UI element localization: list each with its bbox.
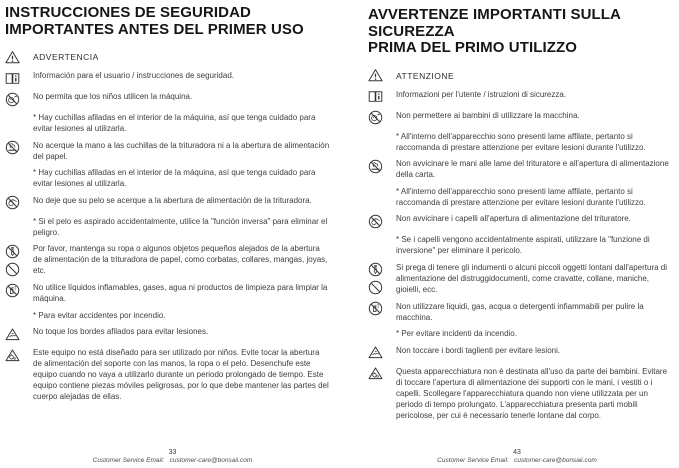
page-title-it-line2: PRIMA DEL PRIMO UTILIZZO	[368, 39, 578, 56]
safety-item	[368, 345, 673, 361]
safety-note	[5, 216, 330, 238]
no-children-icon	[368, 110, 383, 125]
item-icon-cell	[368, 213, 396, 229]
item-icon-cell	[368, 158, 396, 180]
safety-item-text: * Para evitar accidentes por incendio.	[33, 310, 166, 320]
safety-items-es	[5, 49, 330, 402]
customer-service-email: Customer Service Email: customer-care@bonsaii.com	[92, 457, 253, 464]
item-icon-cell	[5, 243, 33, 277]
safety-note	[368, 328, 673, 339]
safety-note	[368, 186, 673, 208]
safety-item-text: * Se i capelli vengono accidentalmente aspirati, utilizzare la "funzione di inversione" per eliminare il pericolo.	[396, 235, 650, 255]
icon-spacer	[5, 112, 33, 134]
safety-item-text: * Per evitare incidenti da incendio.	[396, 329, 517, 338]
item-icon-cell	[5, 70, 33, 86]
safety-item-text: No acerque la mano a las cuchillas de la trituradora ni a la abertura de alimentación del papel.	[33, 140, 330, 161]
footer-it	[355, 448, 679, 465]
safety-item	[5, 347, 330, 402]
safety-item-text: No permita que los niños utilicen la máquina.	[33, 92, 193, 101]
safety-item	[5, 195, 330, 211]
safety-item	[368, 158, 673, 180]
icon-spacer	[368, 186, 396, 208]
safety-item	[5, 140, 330, 162]
safety-item-text: * Hay cuchillas afiladas en el interior de la máquina, así que tenga cuidado para evitar lesiones al utilizarla.	[33, 168, 316, 188]
safety-note	[5, 112, 330, 134]
prohibition-icon	[5, 262, 20, 277]
safety-item	[368, 89, 673, 105]
safety-item	[5, 326, 330, 342]
icon-spacer	[5, 216, 33, 238]
item-icon-cell	[368, 366, 396, 421]
item-icon-cell	[368, 301, 396, 323]
page-title-es	[5, 5, 330, 38]
no-spray-icon	[5, 283, 20, 298]
safety-item	[5, 91, 330, 107]
footer-es	[0, 448, 345, 465]
safety-item-text: Informazioni per l'utente / istruzioni di sicurezza.	[396, 89, 567, 99]
safety-item	[368, 213, 673, 229]
icon-spacer	[5, 310, 33, 321]
safety-item	[5, 49, 330, 65]
safety-item-text: No utilice líquidos inflamables, gases, agua ni productos de limpieza para limpiar la máquina.	[33, 283, 328, 303]
safety-item-text: No deje que su pelo se acerque a la abertura de alimentación de la trituradora.	[33, 195, 312, 205]
safety-item	[5, 243, 330, 277]
page-number: 43	[513, 449, 521, 456]
safety-item-text: * All'interno dell'apparecchio sono presenti lame affilate, pertanto si raccomanda di prestare attenzione per evitare lesioni durante l'utilizzo.	[396, 186, 646, 207]
warning-triangle-icon	[5, 50, 20, 65]
icon-spacer	[368, 328, 396, 339]
safety-note	[368, 131, 673, 153]
item-icon-cell	[368, 89, 396, 105]
italian-column	[340, 0, 679, 426]
item-icon-cell	[5, 326, 33, 342]
icon-spacer	[5, 167, 33, 189]
item-icon-cell	[5, 282, 33, 304]
item-icon-cell	[5, 91, 33, 107]
safety-item-text: ADVERTENCIA	[33, 52, 99, 62]
page-title-es-line2: IMPORTANTES ANTES DEL PRIMER USO	[5, 20, 304, 38]
safety-item-text: Non toccare i bordi taglienti per evitare lesioni.	[396, 345, 561, 355]
no-tie-icon	[368, 262, 383, 277]
safety-item-text: No toque los bordes afilados para evitar lesiones.	[33, 327, 209, 336]
safety-item-text: Si prega di tenere gli indumenti o alcuni piccoli oggetti lontani dall'apertura di alimentazione del distruggidocumenti, come cravatte, collane, maniche, gioielli, ecc.	[396, 262, 668, 294]
item-icon-cell	[5, 195, 33, 211]
no-children-icon	[5, 92, 20, 107]
page-number: 33	[168, 449, 177, 456]
safety-note	[368, 234, 673, 256]
sharp-edge-triangle-icon	[5, 327, 20, 342]
safety-item-text: * All'interno dell'apparecchio sono presenti lame affilate, pertanto si raccomanda di prestare attenzione per evitare lesioni durante l'utilizzo.	[396, 131, 646, 152]
customer-service-email: Customer Service Email: customer-care@bonsaii.com	[437, 457, 597, 464]
sharp-edge-triangle-icon	[368, 345, 383, 360]
no-tie-icon	[5, 244, 20, 259]
safety-note	[5, 167, 330, 189]
info-book-icon	[5, 71, 20, 86]
page-title-es-line1: INSTRUCCIONES DE SEGURIDAD	[5, 4, 251, 21]
safety-item	[368, 110, 673, 126]
item-icon-cell	[5, 49, 33, 65]
safety-note	[5, 310, 330, 321]
icon-spacer	[368, 234, 396, 256]
safety-items-it	[368, 68, 673, 421]
item-icon-cell	[368, 110, 396, 126]
safety-item-text: Información para el usuario / instrucciones de seguridad.	[33, 71, 234, 80]
item-icon-cell	[368, 262, 396, 296]
no-hair-icon	[5, 195, 20, 210]
moving-parts-triangle-icon	[368, 366, 383, 381]
item-icon-cell	[368, 68, 396, 84]
safety-item-text: Non avvicinare i capelli all'apertura di alimentazione del trituratore.	[396, 214, 631, 223]
icon-spacer	[368, 131, 396, 153]
safety-item-text: Non avvicinare le mani alle lame del trituratore e all'apertura di alimentazione della carta.	[396, 159, 669, 179]
no-hair-icon	[368, 214, 383, 229]
warning-triangle-icon	[368, 68, 383, 83]
item-icon-cell	[5, 347, 33, 402]
page-title-it	[368, 7, 673, 57]
safety-item	[368, 262, 673, 296]
safety-item-text: Non permettere ai bambini di utilizzare la macchina.	[396, 110, 580, 120]
safety-item	[368, 301, 673, 323]
safety-item-text: Non utilizzare liquidi, gas, acqua o detergenti infiammabili per pulire la macchina.	[396, 301, 644, 322]
info-book-icon	[368, 89, 383, 104]
safety-item-text: Por favor, mantenga su ropa o algunos objetos pequeños alejados de la abertura de alimentación de la trituradora de papel, como corbatas, collares, mangas, joyas, etc.	[33, 244, 328, 275]
item-icon-cell	[5, 140, 33, 162]
page-title-it-line1: AVVERTENZE IMPORTANTI SULLA SICUREZZA	[368, 6, 621, 40]
spanish-column	[0, 0, 340, 426]
safety-item-text: Este equipo no está diseñado para ser utilizado por niños. Evite tocar la abertura de alimentación del soporte con las manos, la ropa o el pelo. Desenchufe este equipo cuando no vaya a utilizarlo durante un periodo prolongado de tiempo. Este equipo contiene piezas móviles peligrosas, por lo que debe mantener las partes del cuerpo alejadas de ellas.	[33, 348, 329, 401]
no-hands-icon	[5, 140, 20, 155]
moving-parts-triangle-icon	[5, 348, 20, 363]
safety-item-text: Questa apparecchiatura non è destinata all'uso da parte dei bambini. Evitare di toccare l'apertura di alimentazione dei supporti con le mani, i vestiti o i capelli. Scollegare l'apparecchiatura quando non viene utilizzata per un periodo di tempo prolungato. L'apparecchiatura presenta parti mobili pericolose, per cui è necessario tenerle lontane dal corpo.	[396, 366, 668, 420]
safety-item	[5, 70, 330, 86]
safety-item-text: * Si el pelo es aspirado accidentalmente, utilice la "función inversa" para eliminar el peligro.	[33, 216, 328, 237]
safety-item	[5, 282, 330, 304]
safety-item-text: ATTENZIONE	[396, 70, 455, 81]
no-spray-icon	[368, 301, 383, 316]
prohibition-icon	[368, 280, 383, 295]
item-icon-cell	[368, 345, 396, 361]
safety-item	[368, 366, 673, 421]
safety-item-text: * Hay cuchillas afiladas en el interior de la máquina, así que tenga cuidado para evitar lesiones al utilizarla.	[33, 113, 316, 133]
safety-item	[368, 68, 673, 84]
no-hands-icon	[368, 159, 383, 174]
